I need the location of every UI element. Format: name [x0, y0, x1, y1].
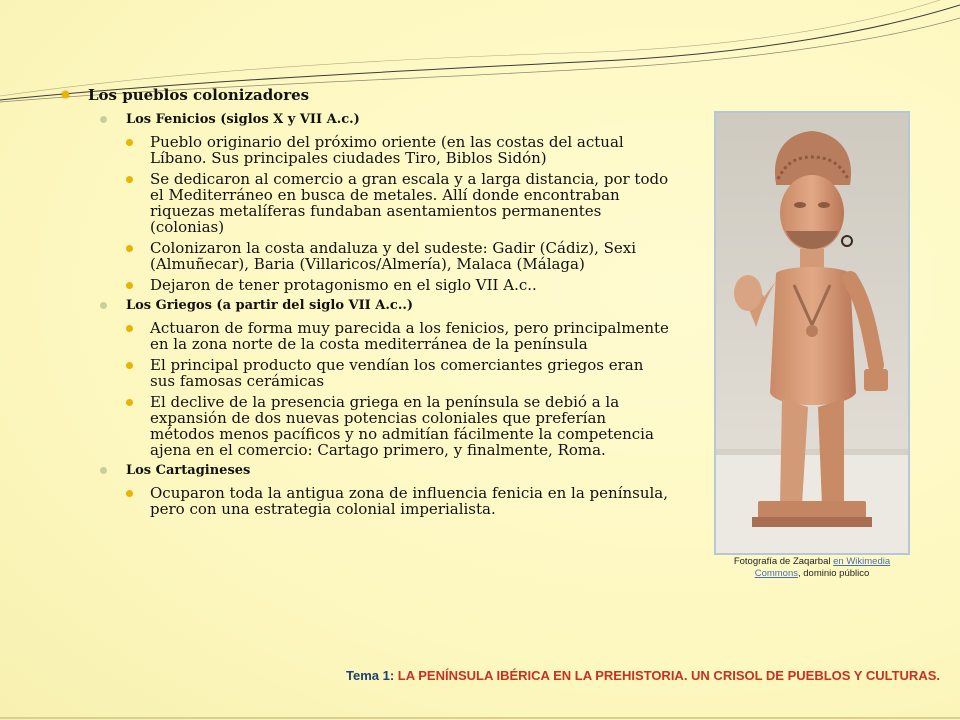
slide-outline — [62, 86, 672, 522]
wikimedia-commons-link[interactable]: en Wikimedia Commons — [754, 556, 891, 579]
list-item: Colonizaron la costa andaluza y del sudeste: Gadir (Cádiz), Sexi (Almuñecar), Baria (Villaricos/Almería), Malaca (Málaga) — [126, 240, 672, 272]
list-item: Pueblo originario del próximo oriente (en las costas del actual Líbano. Sus principales ciudades Tiro, Biblos Sidón) — [126, 134, 672, 166]
bullet-icon — [126, 245, 133, 252]
bullet-icon — [126, 325, 133, 332]
bullet-icon — [126, 490, 133, 497]
statue-photo — [714, 111, 910, 555]
list-item: El declive de la presencia griega en la península se debió a la expansión de dos nuevas potencias coloniales que preferían métodos menos pacíficos y no admitían fácilmente la competencia ajena en el comercio: Cartago primero, y finalmente, Roma. — [126, 394, 672, 458]
list-item: Actuaron de forma muy parecida a los fenicios, pero principalmente en la zona norte de la costa mediterránea de la península — [126, 320, 672, 352]
bullet-icon — [126, 282, 133, 289]
phoenician-statue-image — [716, 113, 908, 553]
section-heading-fenicios: Los Fenicios (siglos X y VII A.c.) — [100, 112, 672, 128]
footer-theme-title: LA PENÍNSULA IBÉRICA EN LA PREHISTORIA. UN CRISOL DE PUEBLOS Y CULTURAS. — [397, 668, 940, 683]
bullet-icon — [100, 116, 107, 123]
slide-footer — [0, 668, 940, 683]
list-item: Ocuparon toda la antigua zona de influencia fenicia en la península, pero con una estrategia colonial imperialista. — [126, 485, 672, 517]
section-heading-cartagineses: Los Cartagineses — [100, 463, 672, 479]
list-item: Se dedicaron al comercio a gran escala y a larga distancia, por todo el Mediterráneo en busca de metales. Allí donde encontraban riquezas metalíferas fundaban asentamientos permanentes (colonias) — [126, 171, 672, 235]
bullet-icon — [126, 139, 133, 146]
bullet-icon — [100, 467, 107, 474]
list-item: El principal producto que vendían los comerciantes griegos eran sus famosas cerámicas — [126, 357, 672, 389]
photo-caption: Fotografía de Zaqarbal en Wikimedia Commons, dominio público — [733, 556, 891, 579]
bullet-icon — [126, 362, 133, 369]
list-item: Dejaron de tener protagonismo en el siglo VII A.c.. — [126, 277, 672, 293]
bullet-icon — [100, 302, 107, 309]
bullet-icon — [126, 399, 133, 406]
section-heading-griegos: Los Griegos (a partir del siglo VII A.c..) — [100, 298, 672, 314]
footer-theme-label: Tema 1: — [346, 668, 398, 683]
outline-title: Los pueblos colonizadores — [62, 86, 672, 104]
bullet-icon — [62, 91, 69, 98]
bullet-icon — [126, 176, 133, 183]
